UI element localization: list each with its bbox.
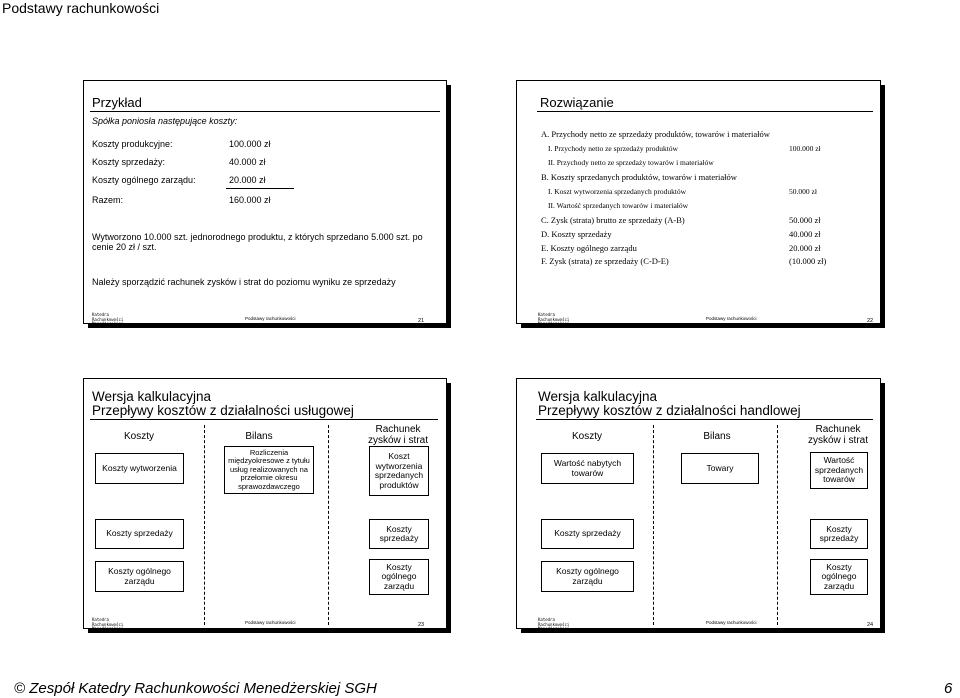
task-text: Należy sporządzić rachunek zysków i strat do poziomu wyniku ze sprzedaży bbox=[92, 277, 396, 287]
slide-title-line1: Wersja kalkulacyjna bbox=[92, 389, 212, 404]
cost-value: 40.000 zł bbox=[229, 157, 266, 167]
box-koszty-sprzedazy: Koszty sprzedaży bbox=[541, 519, 634, 549]
cost-label: Razem: bbox=[92, 195, 124, 205]
box-koszt-wytworzenia-sprzedanych: Koszt wytworzenia sprzedanych produktów bbox=[369, 446, 429, 496]
slide-number: 23 bbox=[418, 622, 425, 628]
cost-label: Koszty produkcyjne: bbox=[92, 139, 173, 149]
box-koszty-ogolnego-zarzadu-rzis: Koszty ogólnego zarządu bbox=[810, 559, 868, 595]
box-koszty-sprzedazy-rzis: Koszty sprzedaży bbox=[810, 519, 868, 549]
box-koszty-sprzedazy-rzis: Koszty sprzedaży bbox=[369, 519, 429, 549]
statement-line: II. Wartość sprzedanych towarów i materiałów bbox=[548, 201, 689, 210]
cost-value: 20.000 zł bbox=[229, 175, 266, 185]
slide-21 bbox=[83, 80, 447, 324]
statement-line: II. Przychody netto ze sprzedaży towarów i materiałów bbox=[548, 158, 714, 167]
cost-label: Koszty ogólnego zarządu: bbox=[92, 175, 196, 185]
column-header-rzis: Rachunek zysków i strat bbox=[807, 424, 868, 446]
box-wartosc-nabytych-towarow: Wartość nabytych towarów bbox=[541, 453, 634, 484]
box-koszty-ogolnego-zarzadu-rzis: Koszty ogólnego zarządu bbox=[369, 559, 429, 595]
statement-line: C. Zysk (strata) brutto ze sprzedaży (A-B) bbox=[541, 215, 685, 225]
slide-title: Rozwiązanie bbox=[540, 95, 614, 110]
statement-value: 50.000 zł bbox=[789, 187, 817, 196]
box-koszty-ogolnego-zarzadu: Koszty ogólnego zarządu bbox=[541, 561, 634, 592]
katedra-logo: Katedra Rachunkowości Menedżerskiej bbox=[538, 617, 570, 631]
slide-23 bbox=[83, 378, 447, 629]
cost-label: Koszty sprzedaży: bbox=[92, 157, 166, 167]
column-header-bilans: Bilans bbox=[703, 431, 731, 442]
statement-line: B. Koszty sprzedanych produktów, towarów i materiałów bbox=[541, 172, 737, 182]
statement-line: F. Zysk (strata) ze sprzedaży (C-D-E) bbox=[541, 256, 669, 266]
slide-number: 21 bbox=[418, 318, 425, 324]
katedra-logo: Katedra Rachunkowości Menedżerskiej bbox=[92, 617, 124, 631]
slide-title-line2: Przepływy kosztów z działalności handlowej bbox=[538, 403, 801, 418]
slide-footer-title: Podstawy rachunkowości bbox=[706, 620, 757, 625]
column-header-koszty: Koszty bbox=[123, 431, 154, 442]
statement-value: (10.000 zł) bbox=[789, 256, 827, 266]
box-koszty-ogolnego-zarzadu: Koszty ogólnego zarządu bbox=[95, 561, 184, 592]
slide-title-line1: Wersja kalkulacyjna bbox=[538, 389, 658, 404]
column-header-koszty: Koszty bbox=[571, 431, 602, 442]
box-rozliczenia-miedzyokresowe: Rozliczenia międzyokresowe z tytułu usług realizowanych na przełomie okresu sprawozdawczego bbox=[224, 446, 314, 494]
slide-number: 24 bbox=[867, 622, 874, 628]
box-wartosc-sprzedanych-towarow: Wartość sprzedanych towarów bbox=[810, 452, 868, 489]
slide-number: 22 bbox=[867, 318, 874, 324]
statement-line: A. Przychody netto ze sprzedaży produktów, towarów i materiałów bbox=[541, 129, 770, 139]
statement-line: I. Przychody netto ze sprzedaży produktów bbox=[548, 144, 678, 153]
statement-value: 40.000 zł bbox=[789, 229, 821, 239]
slide-title-line2: Przepływy kosztów z działalności usługowej bbox=[92, 403, 354, 418]
box-koszty-wytworzenia: Koszty wytworzenia bbox=[95, 453, 184, 484]
column-header-rzis: Rachunek zysków i strat bbox=[367, 424, 428, 446]
slide-footer-title: Podstawy rachunkowości bbox=[245, 620, 296, 625]
statement-line: D. Koszty sprzedaży bbox=[541, 229, 612, 239]
katedra-logo: Katedra Rachunkowości Menedżerskiej bbox=[92, 312, 124, 326]
page-footer-copyright: © Zespół Katedry Rachunkowości Menedżerskiej SGH bbox=[14, 680, 377, 697]
page-header-title: Podstawy rachunkowości bbox=[2, 0, 160, 16]
slide-footer-title: Podstawy rachunkowości bbox=[706, 316, 757, 321]
statement-value: 100.000 zł bbox=[789, 144, 821, 153]
slide-footer-title: Podstawy rachunkowości bbox=[245, 316, 296, 321]
slide-22 bbox=[516, 80, 881, 324]
statement-line: E. Koszty ogólnego zarządu bbox=[541, 243, 637, 253]
box-koszty-sprzedazy: Koszty sprzedaży bbox=[95, 519, 184, 549]
box-towary: Towary bbox=[681, 453, 759, 484]
katedra-logo: Katedra Rachunkowości Menedżerskiej bbox=[538, 312, 570, 326]
slide-title: Przykład bbox=[92, 95, 142, 110]
cost-value: 100.000 zł bbox=[229, 139, 271, 149]
page-number: 6 bbox=[944, 680, 953, 697]
cost-total: 160.000 zł bbox=[229, 195, 271, 205]
production-note: Wytworzono 10.000 szt. jednorodnego produktu, z których sprzedano 5.000 szt. po cenie 20 zł / szt. bbox=[92, 232, 423, 252]
statement-line: I. Koszt wytworzenia sprzedanych produktów bbox=[548, 187, 687, 196]
slide-24 bbox=[516, 378, 881, 629]
statement-value: 20.000 zł bbox=[789, 243, 821, 253]
intro-text: Spółka poniosła następujące koszty: bbox=[92, 116, 238, 126]
statement-value: 50.000 zł bbox=[789, 215, 821, 225]
column-header-bilans: Bilans bbox=[245, 431, 273, 442]
